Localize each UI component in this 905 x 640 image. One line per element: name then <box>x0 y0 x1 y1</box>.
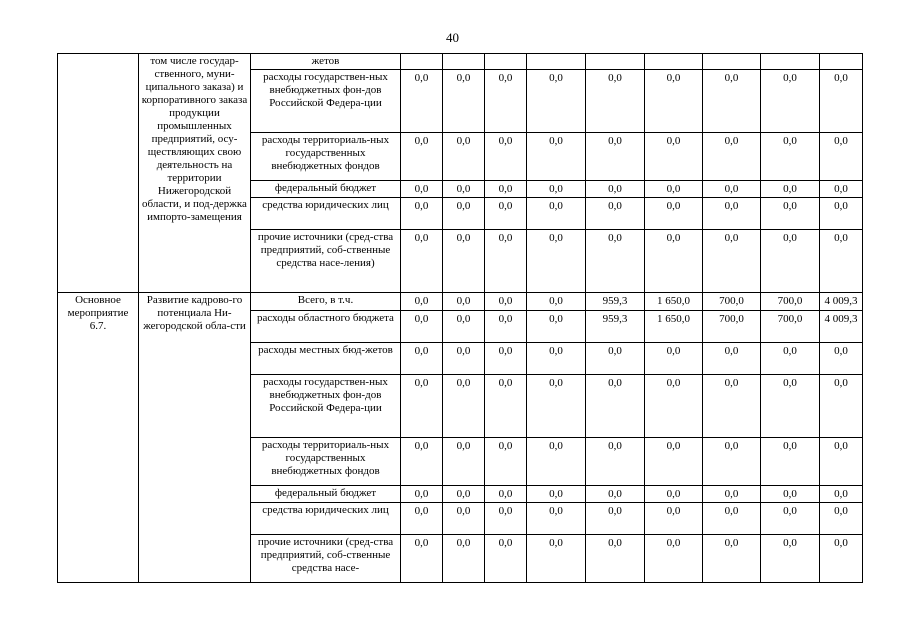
amount-cell: 0,0 <box>586 198 645 230</box>
funding-source-cell: средства юридических лиц <box>251 503 401 535</box>
amount-cell: 0,0 <box>645 343 703 375</box>
amount-cell: 0,0 <box>527 133 586 181</box>
funding-source-cell: прочие источники (сред-ства предприятий, соб-ственные средства насе- <box>251 535 401 583</box>
amount-cell: 0,0 <box>527 198 586 230</box>
amount-cell: 1 650,0 <box>645 293 703 311</box>
funding-source-cell: федеральный бюджет <box>251 486 401 503</box>
amount-cell: 0,0 <box>586 181 645 198</box>
amount-cell: 0,0 <box>401 311 443 343</box>
amount-cell: 0,0 <box>586 503 645 535</box>
amount-cell: 0,0 <box>485 535 527 583</box>
funding-source-cell: расходы областного бюджета <box>251 311 401 343</box>
amount-cell: 0,0 <box>703 375 761 438</box>
amount-cell: 0,0 <box>401 230 443 293</box>
amount-cell: 0,0 <box>401 343 443 375</box>
amount-cell <box>820 54 863 70</box>
funding-source-cell: прочие источники (сред-ства предприятий, соб-ственные средства насе-ления) <box>251 230 401 293</box>
amount-cell: 0,0 <box>401 70 443 133</box>
amount-cell <box>586 54 645 70</box>
amount-cell: 0,0 <box>761 181 820 198</box>
page-number: 40 <box>446 30 459 45</box>
amount-cell: 0,0 <box>527 343 586 375</box>
amount-cell: 0,0 <box>401 438 443 486</box>
amount-cell: 0,0 <box>586 535 645 583</box>
amount-cell: 0,0 <box>820 503 863 535</box>
amount-cell: 0,0 <box>443 133 485 181</box>
amount-cell: 0,0 <box>645 181 703 198</box>
funding-source-cell: расходы территориаль-ных государственных внебюджетных фондов <box>251 438 401 486</box>
amount-cell: 0,0 <box>586 133 645 181</box>
amount-cell: 0,0 <box>443 486 485 503</box>
amount-cell <box>761 54 820 70</box>
amount-cell: 0,0 <box>586 230 645 293</box>
amount-cell: 0,0 <box>820 535 863 583</box>
amount-cell: 0,0 <box>586 70 645 133</box>
amount-cell: 0,0 <box>443 535 485 583</box>
amount-cell: 0,0 <box>703 70 761 133</box>
amount-cell: 0,0 <box>820 230 863 293</box>
funding-source-cell: средства юридических лиц <box>251 198 401 230</box>
amount-cell: 0,0 <box>485 375 527 438</box>
amount-cell <box>645 54 703 70</box>
amount-cell: 700,0 <box>703 311 761 343</box>
amount-cell: 0,0 <box>703 535 761 583</box>
table-row <box>58 293 863 311</box>
amount-cell: 0,0 <box>645 535 703 583</box>
amount-cell: 0,0 <box>703 133 761 181</box>
measure-title-cell: том числе государ-ственного, муни-ципального заказа) и корпоративного заказа продукции промышленных предприятий, осу-ществляющих свою деятельность на территории Нижегородской области, и под-держка импорто-замещения <box>139 54 251 293</box>
amount-cell: 0,0 <box>820 486 863 503</box>
amount-cell: 0,0 <box>645 438 703 486</box>
amount-cell: 0,0 <box>527 181 586 198</box>
amount-cell: 0,0 <box>485 503 527 535</box>
amount-cell: 0,0 <box>820 343 863 375</box>
amount-cell: 0,0 <box>586 343 645 375</box>
amount-cell: 0,0 <box>485 70 527 133</box>
amount-cell: 0,0 <box>485 311 527 343</box>
amount-cell: 700,0 <box>761 293 820 311</box>
amount-cell: 0,0 <box>645 503 703 535</box>
amount-cell: 0,0 <box>485 133 527 181</box>
amount-cell <box>443 54 485 70</box>
amount-cell: 959,3 <box>586 293 645 311</box>
measure-cell: Основное мероприятие 6.7. <box>58 293 139 583</box>
funding-source-cell: расходы территориаль-ных государственных внебюджетных фондов <box>251 133 401 181</box>
amount-cell: 0,0 <box>401 503 443 535</box>
amount-cell: 0,0 <box>485 198 527 230</box>
amount-cell: 0,0 <box>443 230 485 293</box>
amount-cell: 1 650,0 <box>645 311 703 343</box>
amount-cell: 0,0 <box>645 198 703 230</box>
funding-source-cell: расходы местных бюд-жетов <box>251 343 401 375</box>
amount-cell: 0,0 <box>703 503 761 535</box>
amount-cell: 0,0 <box>703 438 761 486</box>
amount-cell: 959,3 <box>586 311 645 343</box>
amount-cell: 0,0 <box>586 375 645 438</box>
funding-source-cell: жетов <box>251 54 401 70</box>
amount-cell: 0,0 <box>527 438 586 486</box>
amount-cell: 0,0 <box>761 70 820 133</box>
amount-cell: 0,0 <box>820 133 863 181</box>
amount-cell: 0,0 <box>820 438 863 486</box>
amount-cell: 0,0 <box>443 375 485 438</box>
amount-cell: 4 009,3 <box>820 293 863 311</box>
amount-cell: 0,0 <box>443 198 485 230</box>
amount-cell: 0,0 <box>645 230 703 293</box>
amount-cell: 0,0 <box>527 70 586 133</box>
amount-cell: 0,0 <box>645 133 703 181</box>
amount-cell: 0,0 <box>401 293 443 311</box>
amount-cell: 0,0 <box>443 293 485 311</box>
amount-cell: 0,0 <box>485 293 527 311</box>
amount-cell: 0,0 <box>761 343 820 375</box>
measure-title-cell: Развитие кадрово-го потенциала Ни-жегородской обла-сти <box>139 293 251 583</box>
amount-cell: 0,0 <box>485 181 527 198</box>
funding-source-cell: расходы государствен-ных внебюджетных фон-дов Российской Федера-ции <box>251 70 401 133</box>
amount-cell: 0,0 <box>443 181 485 198</box>
amount-cell: 0,0 <box>401 375 443 438</box>
amount-cell: 4 009,3 <box>820 311 863 343</box>
amount-cell: 0,0 <box>527 230 586 293</box>
amount-cell: 0,0 <box>820 375 863 438</box>
amount-cell: 0,0 <box>443 438 485 486</box>
amount-cell: 0,0 <box>761 503 820 535</box>
amount-cell: 0,0 <box>443 343 485 375</box>
amount-cell: 0,0 <box>485 343 527 375</box>
amount-cell: 0,0 <box>401 535 443 583</box>
amount-cell: 0,0 <box>703 230 761 293</box>
amount-cell: 0,0 <box>485 486 527 503</box>
measure-cell <box>58 54 139 293</box>
amount-cell: 0,0 <box>586 438 645 486</box>
amount-cell: 0,0 <box>645 70 703 133</box>
amount-cell: 0,0 <box>401 133 443 181</box>
amount-cell: 0,0 <box>761 486 820 503</box>
amount-cell: 0,0 <box>703 198 761 230</box>
amount-cell: 0,0 <box>645 486 703 503</box>
amount-cell: 0,0 <box>703 486 761 503</box>
amount-cell: 0,0 <box>761 230 820 293</box>
amount-cell: 0,0 <box>761 438 820 486</box>
amount-cell: 0,0 <box>443 311 485 343</box>
amount-cell <box>703 54 761 70</box>
amount-cell: 700,0 <box>703 293 761 311</box>
amount-cell: 0,0 <box>703 343 761 375</box>
amount-cell: 0,0 <box>761 198 820 230</box>
amount-cell: 0,0 <box>527 311 586 343</box>
amount-cell: 0,0 <box>485 438 527 486</box>
amount-cell: 0,0 <box>527 503 586 535</box>
amount-cell: 0,0 <box>761 535 820 583</box>
funding-source-cell: расходы государствен-ных внебюджетных фон-дов Российской Федера-ции <box>251 375 401 438</box>
amount-cell: 0,0 <box>820 198 863 230</box>
amount-cell <box>485 54 527 70</box>
amount-cell <box>401 54 443 70</box>
budget-table <box>57 53 863 583</box>
amount-cell: 0,0 <box>703 181 761 198</box>
amount-cell <box>527 54 586 70</box>
amount-cell: 0,0 <box>820 181 863 198</box>
amount-cell: 0,0 <box>401 181 443 198</box>
amount-cell: 0,0 <box>401 198 443 230</box>
amount-cell: 0,0 <box>443 70 485 133</box>
amount-cell: 0,0 <box>527 535 586 583</box>
amount-cell: 0,0 <box>820 70 863 133</box>
amount-cell: 700,0 <box>761 311 820 343</box>
amount-cell: 0,0 <box>645 375 703 438</box>
funding-source-cell: федеральный бюджет <box>251 181 401 198</box>
amount-cell: 0,0 <box>761 375 820 438</box>
table-row <box>58 54 863 70</box>
funding-source-cell: Всего, в т.ч. <box>251 293 401 311</box>
amount-cell: 0,0 <box>586 486 645 503</box>
amount-cell: 0,0 <box>527 293 586 311</box>
amount-cell: 0,0 <box>485 230 527 293</box>
amount-cell: 0,0 <box>527 486 586 503</box>
amount-cell: 0,0 <box>527 375 586 438</box>
amount-cell: 0,0 <box>761 133 820 181</box>
amount-cell: 0,0 <box>401 486 443 503</box>
amount-cell: 0,0 <box>443 503 485 535</box>
